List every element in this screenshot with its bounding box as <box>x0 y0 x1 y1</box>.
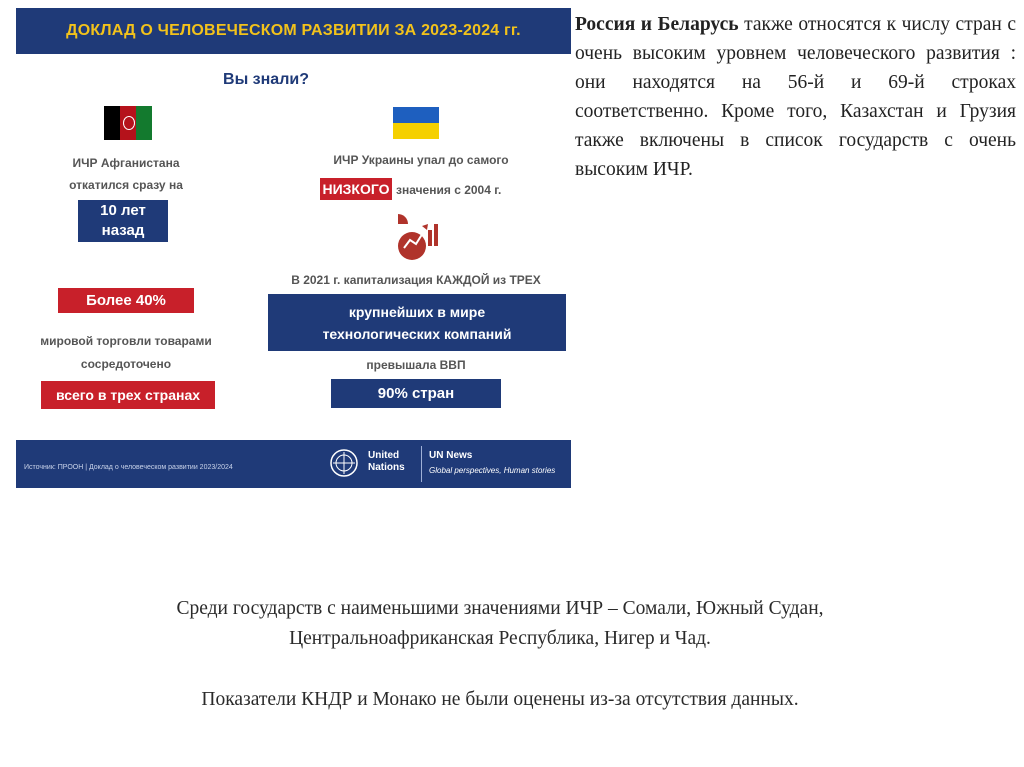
ukraine-line1: ИЧР Украины упал до самого <box>333 153 509 167</box>
tech-intro: В 2021 г. капитализация КАЖДОЙ из ТРЕХ <box>291 273 541 287</box>
un-wordmark <box>368 450 428 474</box>
infographic-subtitle: Вы знали? <box>223 71 309 88</box>
ukraine-line2: значения с 2004 г. <box>396 183 502 197</box>
trade-line2: сосредоточено <box>80 357 172 371</box>
infographic-footer <box>16 440 571 488</box>
right-paragraph-lead: Россия и Беларусь <box>575 14 739 35</box>
trade-badge-countries: всего в трех странах <box>41 381 215 409</box>
afghanistan-years-box <box>78 200 168 242</box>
infographic <box>16 8 571 488</box>
source-note: Источник: ПРООН | Доклад о человеческом развитии 2023/2024 <box>24 464 233 471</box>
un-line1: United <box>368 450 400 461</box>
afghanistan-flag-icon <box>104 106 152 140</box>
bottom-note-line3: Показатели КНДР и Монако не были оценены из-за отсутствия данных. <box>201 689 799 710</box>
un-news-tagline: Global perspectives, Human stories <box>429 466 556 475</box>
tech-box-line2: технологических компаний <box>322 325 512 342</box>
right-paragraph-body: также относятся к числу стран с очень высоким уровнем человеческого развития : они находятся на 56-й и 69-й строках соответственно. Кроме того, Казахстан и Грузия также включены в список государств с очень высоким ИЧР. <box>575 14 1016 180</box>
afghanistan-line2: откатился сразу на <box>69 178 183 192</box>
infographic-header: ДОКЛАД О ЧЕЛОВЕЧЕСКОМ РАЗВИТИИ ЗА 2023-2024 гг. <box>16 8 571 54</box>
bottom-note-line1: Среди государств с наименьшими значениями ИЧР – Сомали, Южный Судан, <box>176 598 824 619</box>
right-paragraph <box>575 10 1016 184</box>
bottom-note-line2: Центральноафриканская Республика, Нигер и Чад. <box>289 628 711 649</box>
un-emblem-icon <box>329 448 359 478</box>
tech-companies-box <box>268 294 566 351</box>
un-news-label: UN News <box>429 450 473 461</box>
footer-divider <box>421 446 422 482</box>
afghanistan-line1: ИЧР Афганистана <box>72 156 180 170</box>
growth-chart-icon <box>388 208 442 262</box>
afghanistan-box-line1: 10 лет <box>100 202 146 219</box>
tech-box-line1: крупнейших в мире <box>348 303 486 320</box>
trade-line1: мировой торговли товарами <box>40 334 212 348</box>
ukraine-flag-icon <box>393 107 439 139</box>
tech-line: превышала ВВП <box>366 358 466 372</box>
ukraine-highlight-badge: НИЗКОГО <box>320 178 392 200</box>
tech-percent-box: 90% стран <box>331 379 501 408</box>
afghanistan-box-line2: назад <box>101 222 145 239</box>
un-line2: Nations <box>368 462 405 473</box>
trade-badge: Более 40% <box>58 288 194 313</box>
